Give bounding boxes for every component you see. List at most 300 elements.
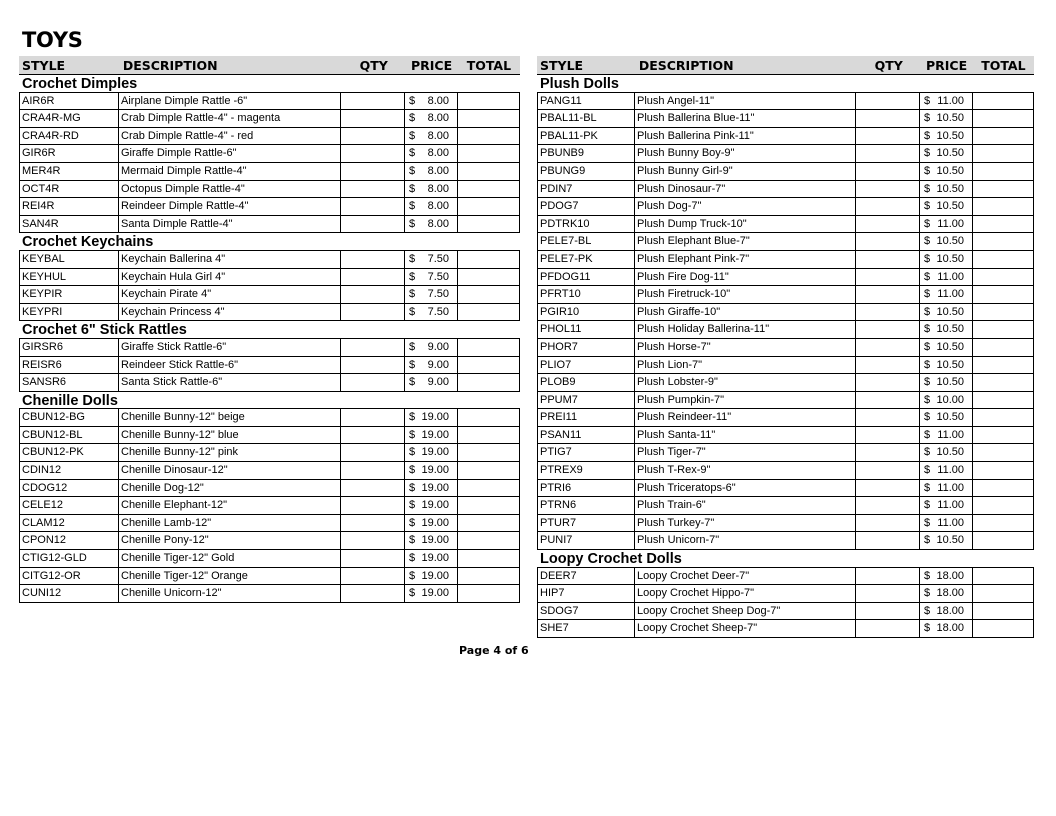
style-code: KEYBAL (19, 251, 118, 268)
qty-input[interactable] (340, 409, 404, 426)
price-cell (919, 216, 972, 233)
qty-input[interactable] (340, 181, 404, 198)
header-qty: QTY (874, 57, 903, 73)
qty-input[interactable] (855, 198, 919, 215)
total-cell (972, 198, 1034, 215)
currency-symbol: $ (924, 217, 931, 230)
qty-input[interactable] (855, 321, 919, 338)
price-value: 11.00 (937, 499, 964, 512)
table-row (537, 480, 1034, 498)
currency-symbol: $ (924, 164, 931, 177)
style-code: PTRN6 (537, 497, 634, 514)
price-value: 19.00 (421, 428, 449, 441)
qty-input[interactable] (855, 480, 919, 497)
qty-input[interactable] (855, 532, 919, 549)
currency-symbol: $ (924, 393, 931, 406)
total-cell (457, 269, 520, 286)
price-value: 18.00 (936, 604, 964, 617)
section-heading: Crochet 6" Stick Rattles (19, 321, 520, 339)
header-qty: QTY (359, 57, 388, 73)
item-description: Plush Giraffe-10" (634, 304, 855, 321)
qty-input[interactable] (855, 603, 919, 620)
qty-input[interactable] (340, 427, 404, 444)
currency-symbol: $ (924, 129, 931, 142)
price-cell (404, 409, 457, 426)
price-value: 11.00 (937, 481, 964, 494)
total-cell (972, 128, 1034, 145)
total-cell (457, 357, 520, 374)
price-value: 8.00 (427, 217, 449, 230)
price-value: 19.00 (421, 499, 449, 512)
qty-input[interactable] (855, 392, 919, 409)
total-cell (972, 620, 1034, 637)
page-title: TOYS (22, 28, 83, 52)
total-cell (972, 409, 1034, 426)
style-code: KEYPRI (19, 304, 118, 321)
price-cell (404, 216, 457, 233)
style-code: CELE12 (19, 497, 118, 514)
table-row (19, 286, 520, 304)
header-price: PRICE (925, 57, 968, 73)
table-row (537, 515, 1034, 533)
total-cell (457, 568, 520, 585)
qty-input[interactable] (855, 374, 919, 391)
price-value: 18.00 (936, 622, 964, 635)
currency-symbol: $ (409, 182, 416, 195)
style-code: OCT4R (19, 181, 118, 198)
table-row (19, 462, 520, 480)
price-value: 11.00 (937, 94, 964, 107)
style-code: PBAL11-BL (537, 110, 634, 127)
table-row (19, 163, 520, 181)
price-cell (919, 251, 972, 268)
price-value: 8.00 (427, 112, 449, 125)
item-description: Plush Ballerina Blue-11" (634, 110, 855, 127)
total-cell (972, 568, 1034, 585)
style-code: PDOG7 (537, 198, 634, 215)
price-cell (919, 198, 972, 215)
style-code: CDOG12 (19, 480, 118, 497)
price-value: 11.00 (937, 217, 964, 230)
total-cell (972, 304, 1034, 321)
price-value: 8.00 (427, 200, 449, 213)
price-cell (919, 374, 972, 391)
style-code: PBUNG9 (537, 163, 634, 180)
price-cell (919, 532, 972, 549)
qty-input[interactable] (855, 181, 919, 198)
price-cell (404, 181, 457, 198)
price-cell (919, 515, 972, 532)
item-description: Santa Stick Rattle-6" (118, 374, 340, 391)
total-cell (457, 480, 520, 497)
price-value: 10.50 (936, 376, 964, 389)
qty-input[interactable] (855, 339, 919, 356)
total-cell (457, 251, 520, 268)
style-code: KEYPIR (19, 286, 118, 303)
qty-input[interactable] (340, 216, 404, 233)
qty-input[interactable] (855, 286, 919, 303)
currency-symbol: $ (409, 569, 416, 582)
qty-input[interactable] (340, 163, 404, 180)
price-value: 11.00 (937, 428, 964, 441)
currency-symbol: $ (409, 147, 416, 160)
price-cell (404, 497, 457, 514)
qty-input[interactable] (855, 128, 919, 145)
table-row (537, 427, 1034, 445)
qty-input[interactable] (340, 198, 404, 215)
currency-symbol: $ (924, 587, 931, 600)
currency-symbol: $ (924, 323, 931, 336)
qty-input[interactable] (340, 497, 404, 514)
price-cell (404, 110, 457, 127)
currency-symbol: $ (924, 252, 931, 265)
qty-input[interactable] (340, 480, 404, 497)
qty-input[interactable] (340, 339, 404, 356)
currency-symbol: $ (409, 129, 416, 142)
price-value: 19.00 (421, 516, 449, 529)
price-value: 10.50 (936, 112, 964, 125)
style-code: PELE7-PK (537, 251, 634, 268)
qty-input[interactable] (340, 585, 404, 602)
price-cell (919, 321, 972, 338)
price-value: 8.00 (427, 182, 449, 195)
header-total: TOTAL (981, 57, 1026, 73)
table-row (537, 93, 1034, 111)
price-value: 9.00 (427, 340, 449, 353)
qty-input[interactable] (340, 515, 404, 532)
style-code: KEYHUL (19, 269, 118, 286)
currency-symbol: $ (924, 235, 931, 248)
table-row (537, 497, 1034, 515)
qty-input[interactable] (340, 532, 404, 549)
item-description: Chenille Unicorn-12" (118, 585, 340, 602)
total-cell (972, 480, 1034, 497)
style-code: CPON12 (19, 532, 118, 549)
qty-input[interactable] (340, 462, 404, 479)
item-description: Loopy Crochet Deer-7" (634, 568, 855, 585)
header-style: STYLE (540, 57, 584, 73)
total-cell (457, 198, 520, 215)
right-table-body (537, 75, 1034, 638)
item-description: Plush Lion-7" (634, 357, 855, 374)
qty-input[interactable] (340, 374, 404, 391)
total-cell (972, 163, 1034, 180)
currency-symbol: $ (409, 446, 416, 459)
total-cell (457, 374, 520, 391)
currency-symbol: $ (924, 288, 931, 301)
style-code: PTUR7 (537, 515, 634, 532)
currency-symbol: $ (924, 358, 931, 371)
currency-symbol: $ (409, 217, 416, 230)
currency-symbol: $ (924, 305, 931, 318)
price-cell (919, 304, 972, 321)
style-code: CITG12-OR (19, 568, 118, 585)
table-row (19, 198, 520, 216)
price-cell (404, 550, 457, 567)
currency-symbol: $ (924, 604, 931, 617)
price-value: 8.00 (427, 164, 449, 177)
table-row (19, 145, 520, 163)
currency-symbol: $ (924, 200, 931, 213)
price-value: 19.00 (421, 411, 449, 424)
qty-input[interactable] (340, 93, 404, 110)
table-row (19, 339, 520, 357)
table-row (537, 145, 1034, 163)
style-code: PDIN7 (537, 181, 634, 198)
currency-symbol: $ (924, 112, 931, 125)
price-value: 10.50 (936, 200, 964, 213)
qty-input[interactable] (855, 462, 919, 479)
price-cell (404, 145, 457, 162)
currency-symbol: $ (924, 340, 931, 353)
item-description: Plush Dinosaur-7" (634, 181, 855, 198)
total-cell (972, 216, 1034, 233)
qty-input[interactable] (855, 304, 919, 321)
header-style: STYLE (22, 57, 66, 73)
qty-input[interactable] (855, 269, 919, 286)
style-code: CTIG12-GLD (19, 550, 118, 567)
price-value: 9.00 (427, 376, 449, 389)
item-description: Crab Dimple Rattle-4" - red (118, 128, 340, 145)
price-cell (404, 480, 457, 497)
style-code: SANSR6 (19, 374, 118, 391)
price-value: 10.50 (936, 129, 964, 142)
qty-input[interactable] (855, 163, 919, 180)
price-value: 10.50 (936, 323, 964, 336)
currency-symbol: $ (409, 481, 416, 494)
style-code: PHOL11 (537, 321, 634, 338)
price-cell (919, 497, 972, 514)
table-row (537, 568, 1034, 586)
item-description: Chenille Bunny-12" beige (118, 409, 340, 426)
right-order-table (537, 56, 1034, 638)
price-value: 19.00 (421, 534, 449, 547)
item-description: Chenille Lamb-12" (118, 515, 340, 532)
style-code: PDTRK10 (537, 216, 634, 233)
total-cell (972, 321, 1034, 338)
price-cell (919, 427, 972, 444)
left-table-body (19, 75, 520, 603)
style-code: CLAM12 (19, 515, 118, 532)
item-description: Plush T-Rex-9" (634, 462, 855, 479)
item-description: Keychain Pirate 4" (118, 286, 340, 303)
item-description: Plush Reindeer-11" (634, 409, 855, 426)
total-cell (457, 128, 520, 145)
style-code: REISR6 (19, 357, 118, 374)
qty-input[interactable] (855, 497, 919, 514)
currency-symbol: $ (409, 358, 416, 371)
table-row (19, 128, 520, 146)
price-cell (919, 93, 972, 110)
price-cell (919, 462, 972, 479)
table-row (537, 110, 1034, 128)
style-code: MER4R (19, 163, 118, 180)
price-value: 10.00 (936, 393, 964, 406)
currency-symbol: $ (409, 499, 416, 512)
qty-input[interactable] (855, 216, 919, 233)
price-value: 10.50 (936, 411, 964, 424)
currency-symbol: $ (409, 305, 416, 318)
table-row (537, 163, 1034, 181)
price-cell (404, 93, 457, 110)
style-code: PSAN11 (537, 427, 634, 444)
price-value: 18.00 (936, 587, 964, 600)
style-code: PBAL11-PK (537, 128, 634, 145)
qty-input[interactable] (340, 251, 404, 268)
total-cell (972, 269, 1034, 286)
header-price: PRICE (410, 57, 453, 73)
currency-symbol: $ (924, 464, 931, 477)
table-row (537, 532, 1034, 550)
style-code: PFRT10 (537, 286, 634, 303)
price-cell (919, 163, 972, 180)
qty-input[interactable] (340, 550, 404, 567)
price-value: 10.50 (936, 252, 964, 265)
item-description: Airplane Dimple Rattle -6" (118, 93, 340, 110)
price-cell (919, 480, 972, 497)
price-value: 7.50 (427, 270, 449, 283)
table-row (537, 251, 1034, 269)
qty-input[interactable] (340, 444, 404, 461)
total-cell (972, 603, 1034, 620)
currency-symbol: $ (924, 411, 931, 424)
currency-symbol: $ (924, 428, 931, 441)
style-code: GIR6R (19, 145, 118, 162)
item-description: Loopy Crochet Sheep Dog-7" (634, 603, 855, 620)
item-description: Plush Firetruck-10" (634, 286, 855, 303)
total-cell (457, 163, 520, 180)
table-row (537, 128, 1034, 146)
style-code: DEER7 (537, 568, 634, 585)
price-cell (404, 568, 457, 585)
table-row (19, 110, 520, 128)
item-description: Plush Tiger-7" (634, 444, 855, 461)
total-cell (972, 462, 1034, 479)
item-description: Plush Fire Dog-11" (634, 269, 855, 286)
qty-input[interactable] (855, 427, 919, 444)
qty-input[interactable] (855, 145, 919, 162)
total-cell (457, 515, 520, 532)
currency-symbol: $ (409, 340, 416, 353)
qty-input[interactable] (855, 620, 919, 637)
qty-input[interactable] (855, 110, 919, 127)
qty-input[interactable] (855, 93, 919, 110)
qty-input[interactable] (855, 515, 919, 532)
style-code: AIR6R (19, 93, 118, 110)
total-cell (457, 444, 520, 461)
style-code: PUNI7 (537, 532, 634, 549)
total-cell (972, 251, 1034, 268)
qty-input[interactable] (855, 357, 919, 374)
style-code: PFDOG11 (537, 269, 634, 286)
left-order-table (19, 56, 520, 603)
qty-input[interactable] (340, 128, 404, 145)
currency-symbol: $ (924, 270, 931, 283)
item-description: Plush Santa-11" (634, 427, 855, 444)
table-row (537, 444, 1034, 462)
style-code: CUNI12 (19, 585, 118, 602)
price-value: 10.50 (936, 446, 964, 459)
qty-input[interactable] (855, 444, 919, 461)
price-cell (919, 392, 972, 409)
table-row (537, 620, 1034, 638)
price-cell (404, 163, 457, 180)
qty-input[interactable] (855, 409, 919, 426)
qty-input[interactable] (855, 568, 919, 585)
qty-input[interactable] (340, 145, 404, 162)
total-cell (457, 304, 520, 321)
table-row (19, 480, 520, 498)
price-cell (404, 357, 457, 374)
item-description: Chenille Tiger-12" Orange (118, 568, 340, 585)
price-value: 10.50 (936, 358, 964, 371)
price-value: 19.00 (421, 552, 449, 565)
total-cell (972, 497, 1034, 514)
item-description: Chenille Bunny-12" blue (118, 427, 340, 444)
price-cell (404, 304, 457, 321)
price-value: 19.00 (421, 569, 449, 582)
style-code: PREI11 (537, 409, 634, 426)
currency-symbol: $ (924, 516, 931, 529)
qty-input[interactable] (340, 110, 404, 127)
price-cell (404, 251, 457, 268)
currency-symbol: $ (409, 587, 416, 600)
price-cell (404, 462, 457, 479)
currency-symbol: $ (924, 94, 931, 107)
table-row (537, 216, 1034, 234)
table-row (19, 216, 520, 234)
qty-input[interactable] (340, 304, 404, 321)
qty-input[interactable] (340, 269, 404, 286)
section-heading: Plush Dolls (537, 75, 1034, 93)
price-cell (404, 286, 457, 303)
currency-symbol: $ (924, 446, 931, 459)
qty-input[interactable] (340, 357, 404, 374)
item-description: Giraffe Dimple Rattle-6" (118, 145, 340, 162)
item-description: Chenille Dog-12" (118, 480, 340, 497)
currency-symbol: $ (924, 499, 931, 512)
currency-symbol: $ (409, 112, 416, 125)
item-description: Chenille Pony-12" (118, 532, 340, 549)
qty-input[interactable] (340, 286, 404, 303)
total-cell (972, 444, 1034, 461)
style-code: CRA4R-RD (19, 128, 118, 145)
total-cell (972, 93, 1034, 110)
price-cell (404, 427, 457, 444)
currency-symbol: $ (924, 622, 931, 635)
price-value: 11.00 (937, 464, 964, 477)
table-row (537, 409, 1034, 427)
qty-input[interactable] (340, 568, 404, 585)
total-cell (457, 427, 520, 444)
item-description: Chenille Dinosaur-12" (118, 462, 340, 479)
currency-symbol: $ (409, 534, 416, 547)
qty-input[interactable] (855, 251, 919, 268)
qty-input[interactable] (855, 585, 919, 602)
total-cell (457, 532, 520, 549)
item-description: Mermaid Dimple Rattle-4" (118, 163, 340, 180)
item-description: Plush Triceratops-6" (634, 480, 855, 497)
table-row (19, 269, 520, 287)
style-code: CBUN12-BG (19, 409, 118, 426)
total-cell (457, 339, 520, 356)
page-number: Page 4 of 6 (459, 644, 529, 657)
style-code: PELE7-BL (537, 233, 634, 250)
price-value: 7.50 (427, 288, 449, 301)
price-value: 10.50 (936, 182, 964, 195)
price-value: 19.00 (421, 587, 449, 600)
qty-input[interactable] (855, 233, 919, 250)
